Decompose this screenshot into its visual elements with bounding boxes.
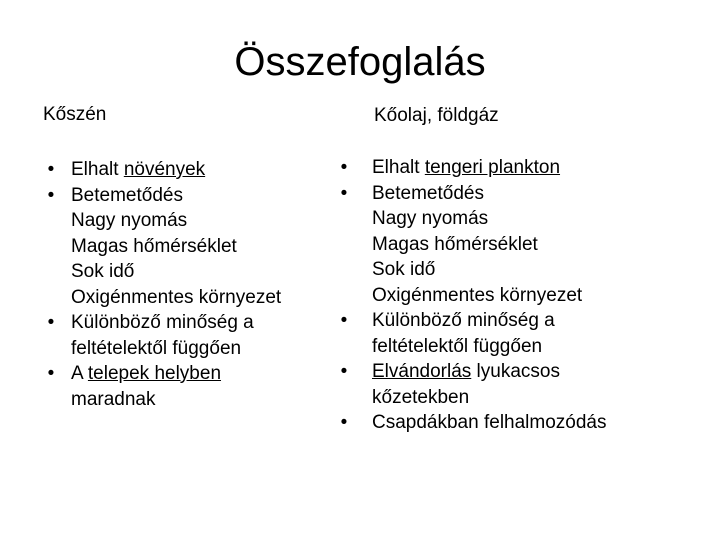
- item-line: Sok idő: [372, 259, 436, 280]
- bullet-icon: •: [47, 363, 55, 384]
- item-line: Elhalt növények: [71, 159, 206, 180]
- list-item: [336, 181, 666, 309]
- bullet-icon: •: [340, 361, 348, 382]
- item-line: A telepek helyben: [71, 363, 222, 384]
- item-line: feltételektől függően: [372, 335, 543, 357]
- bullet-icon: •: [47, 312, 55, 333]
- item-line: Betemetődés: [372, 182, 484, 204]
- bullet-icon: •: [340, 412, 348, 433]
- item-line: Nagy nyomás: [71, 210, 188, 231]
- underlined-term: tengeri plankton: [424, 157, 561, 178]
- item-line: Magas hőmérséklet: [372, 233, 538, 255]
- bullet-icon: •: [47, 159, 55, 180]
- item-line: Betemetődés: [71, 184, 183, 206]
- item-line: Csapdákban felhalmozódás: [372, 412, 607, 433]
- item-line: maradnak: [71, 388, 156, 410]
- list-item: [43, 310, 323, 361]
- item-line: Oxigénmentes környezet: [372, 284, 583, 306]
- item-line: Nagy nyomás: [372, 208, 489, 229]
- coal-list: [43, 157, 323, 412]
- list-item: [336, 410, 666, 436]
- underlined-term: telepek helyben: [87, 363, 222, 384]
- item-line: feltételektől függően: [71, 337, 242, 359]
- bullet-icon: •: [340, 310, 348, 331]
- item-line: Elhalt tengeri plankton: [372, 157, 561, 178]
- item-line: Különböző minőség a: [71, 312, 254, 333]
- item-line: Elvándorlás lyukacsos: [372, 361, 560, 382]
- heading-oil-gas: Kőolaj, földgáz: [374, 105, 499, 126]
- slide-title: Összefoglalás: [234, 40, 486, 84]
- item-line: Sok idő: [71, 261, 135, 282]
- item-line: kőzetekben: [372, 386, 470, 408]
- item-line: Magas hőmérséklet: [71, 235, 237, 257]
- list-item: [336, 155, 666, 181]
- underlined-term: növények: [123, 159, 206, 180]
- oil-gas-list: [336, 155, 666, 436]
- list-item: [336, 308, 666, 359]
- item-line: Oxigénmentes környezet: [71, 286, 282, 308]
- list-item: [43, 183, 323, 311]
- list-item: [336, 359, 666, 410]
- bullet-icon: •: [47, 184, 55, 206]
- bullet-icon: •: [340, 157, 348, 178]
- heading-coal: Kőszén: [43, 104, 107, 125]
- bullet-icon: •: [340, 182, 348, 204]
- underlined-term: Elvándorlás: [372, 361, 472, 382]
- list-item: [43, 361, 323, 412]
- item-line: Különböző minőség a: [372, 310, 555, 331]
- list-item: [43, 157, 323, 183]
